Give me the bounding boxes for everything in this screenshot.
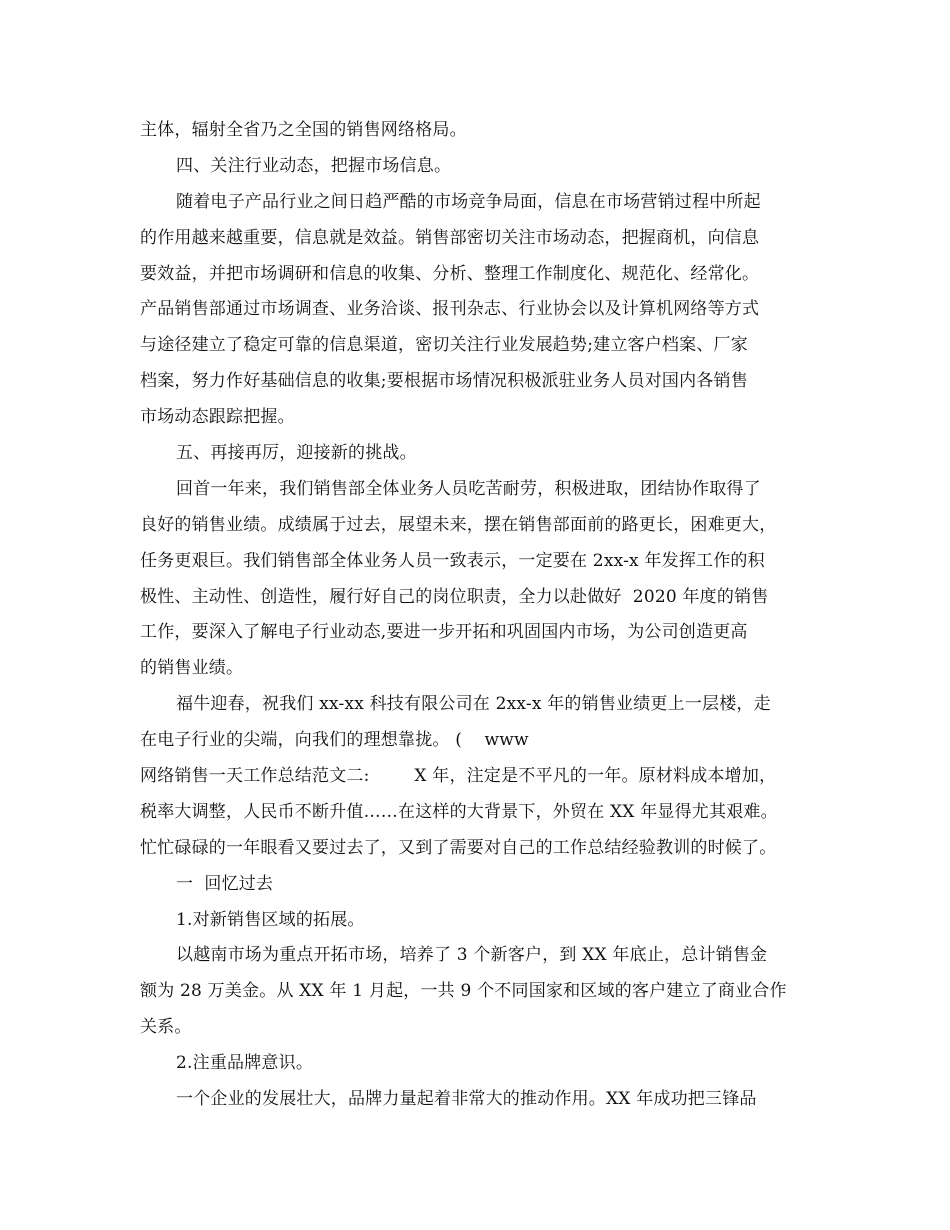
text-line: 工作，要深入了解电子行业动态,要进一步开拓和巩固国内市场，为公司创造更高: [140, 622, 748, 643]
text-line: 以越南市场为重点开拓市场，培养了 3 个新客户，到 XX 年底止，总计销售金: [176, 945, 768, 966]
text-line: 回首一年来，我们销售部全体业务人员吃苦耐劳，积极进取，团结协作取得了: [176, 478, 761, 499]
text-line: 税率大调整，人民币不断升值……在这样的大背景下，外贸在 XX 年显得尤其艰难。: [140, 801, 778, 822]
text-line: 主体，辐射全省乃之全国的销售网络格局。: [140, 120, 467, 140]
text-line: 的销售业绩。: [140, 658, 244, 679]
text-line: 随着电子产品行业之间日趋严酷的市场竞争局面，信息在市场营销过程中所起: [176, 191, 761, 212]
text-line: 关系。: [140, 1017, 192, 1038]
text-line: 市场动态跟踪把握。: [140, 407, 295, 428]
text-line: 与途径建立了稳定可靠的信息渠道，密切关注行业发展趋势;建立客户档案、厂家: [140, 335, 748, 356]
text-line: 五、再接再厉，迎接新的挑战。: [176, 443, 417, 464]
text-line: 的作用越来越重要，信息就是效益。销售部密切关注市场动态，把握商机，向信息: [140, 227, 760, 248]
text-line: 产品销售部通过市场调查、业务洽谈、报刊杂志、行业协会以及计算机网络等方式: [140, 299, 760, 320]
text-line: 任务更艰巨。我们销售部全体业务人员一致表示，一定要在 2xx-x 年发挥工作的积: [140, 550, 765, 571]
text-line: 一个企业的发展壮大，品牌力量起着非常大的推动作用。XX 年成功把三锋品: [176, 1089, 757, 1110]
text-line: 一 回忆过去: [176, 873, 274, 894]
text-line: 在电子行业的尖端，向我们的理想靠拢。 ( www: [140, 730, 529, 751]
text-line: 极性、主动性、创造性，履行好自己的岗位职责，全力以赴做好 2020 年度的销售: [140, 586, 769, 607]
text-line: 2.注重品牌意识。: [176, 1053, 314, 1074]
text-line: 要效益，并把市场调研和信息的收集、分析、整理工作制度化、规范化、经常化。: [140, 263, 760, 284]
text-line: 网络销售一天工作总结范文二: X 年，注定是不平凡的一年。原材料成本增加，: [140, 766, 777, 787]
text-line: 档案，努力作好基础信息的收集;要根据市场情况积极派驻业务人员对国内各销售: [140, 371, 748, 392]
text-line: 福牛迎春，祝我们 xx-xx 科技有限公司在 2xx-x 年的销售业绩更上一层楼，走: [176, 694, 771, 715]
document-page: [140, 113, 820, 1118]
text-line: 1.对新销售区域的拓展。: [176, 909, 365, 930]
text-line: 忙忙碌碌的一年眼看又要过去了，又到了需要对自己的工作总结经验教训的时候了。: [140, 837, 777, 858]
text-line: 四、关注行业动态，把握市场信息。: [176, 155, 452, 176]
text-line: 额为 28 万美金。从 XX 年 1 月起，一共 9 个不同国家和区域的客户建立了商业合作: [140, 981, 787, 1002]
text-line: 良好的销售业绩。成绩属于过去，展望未来，摆在销售部面前的路更长，困难更大，: [140, 514, 777, 535]
